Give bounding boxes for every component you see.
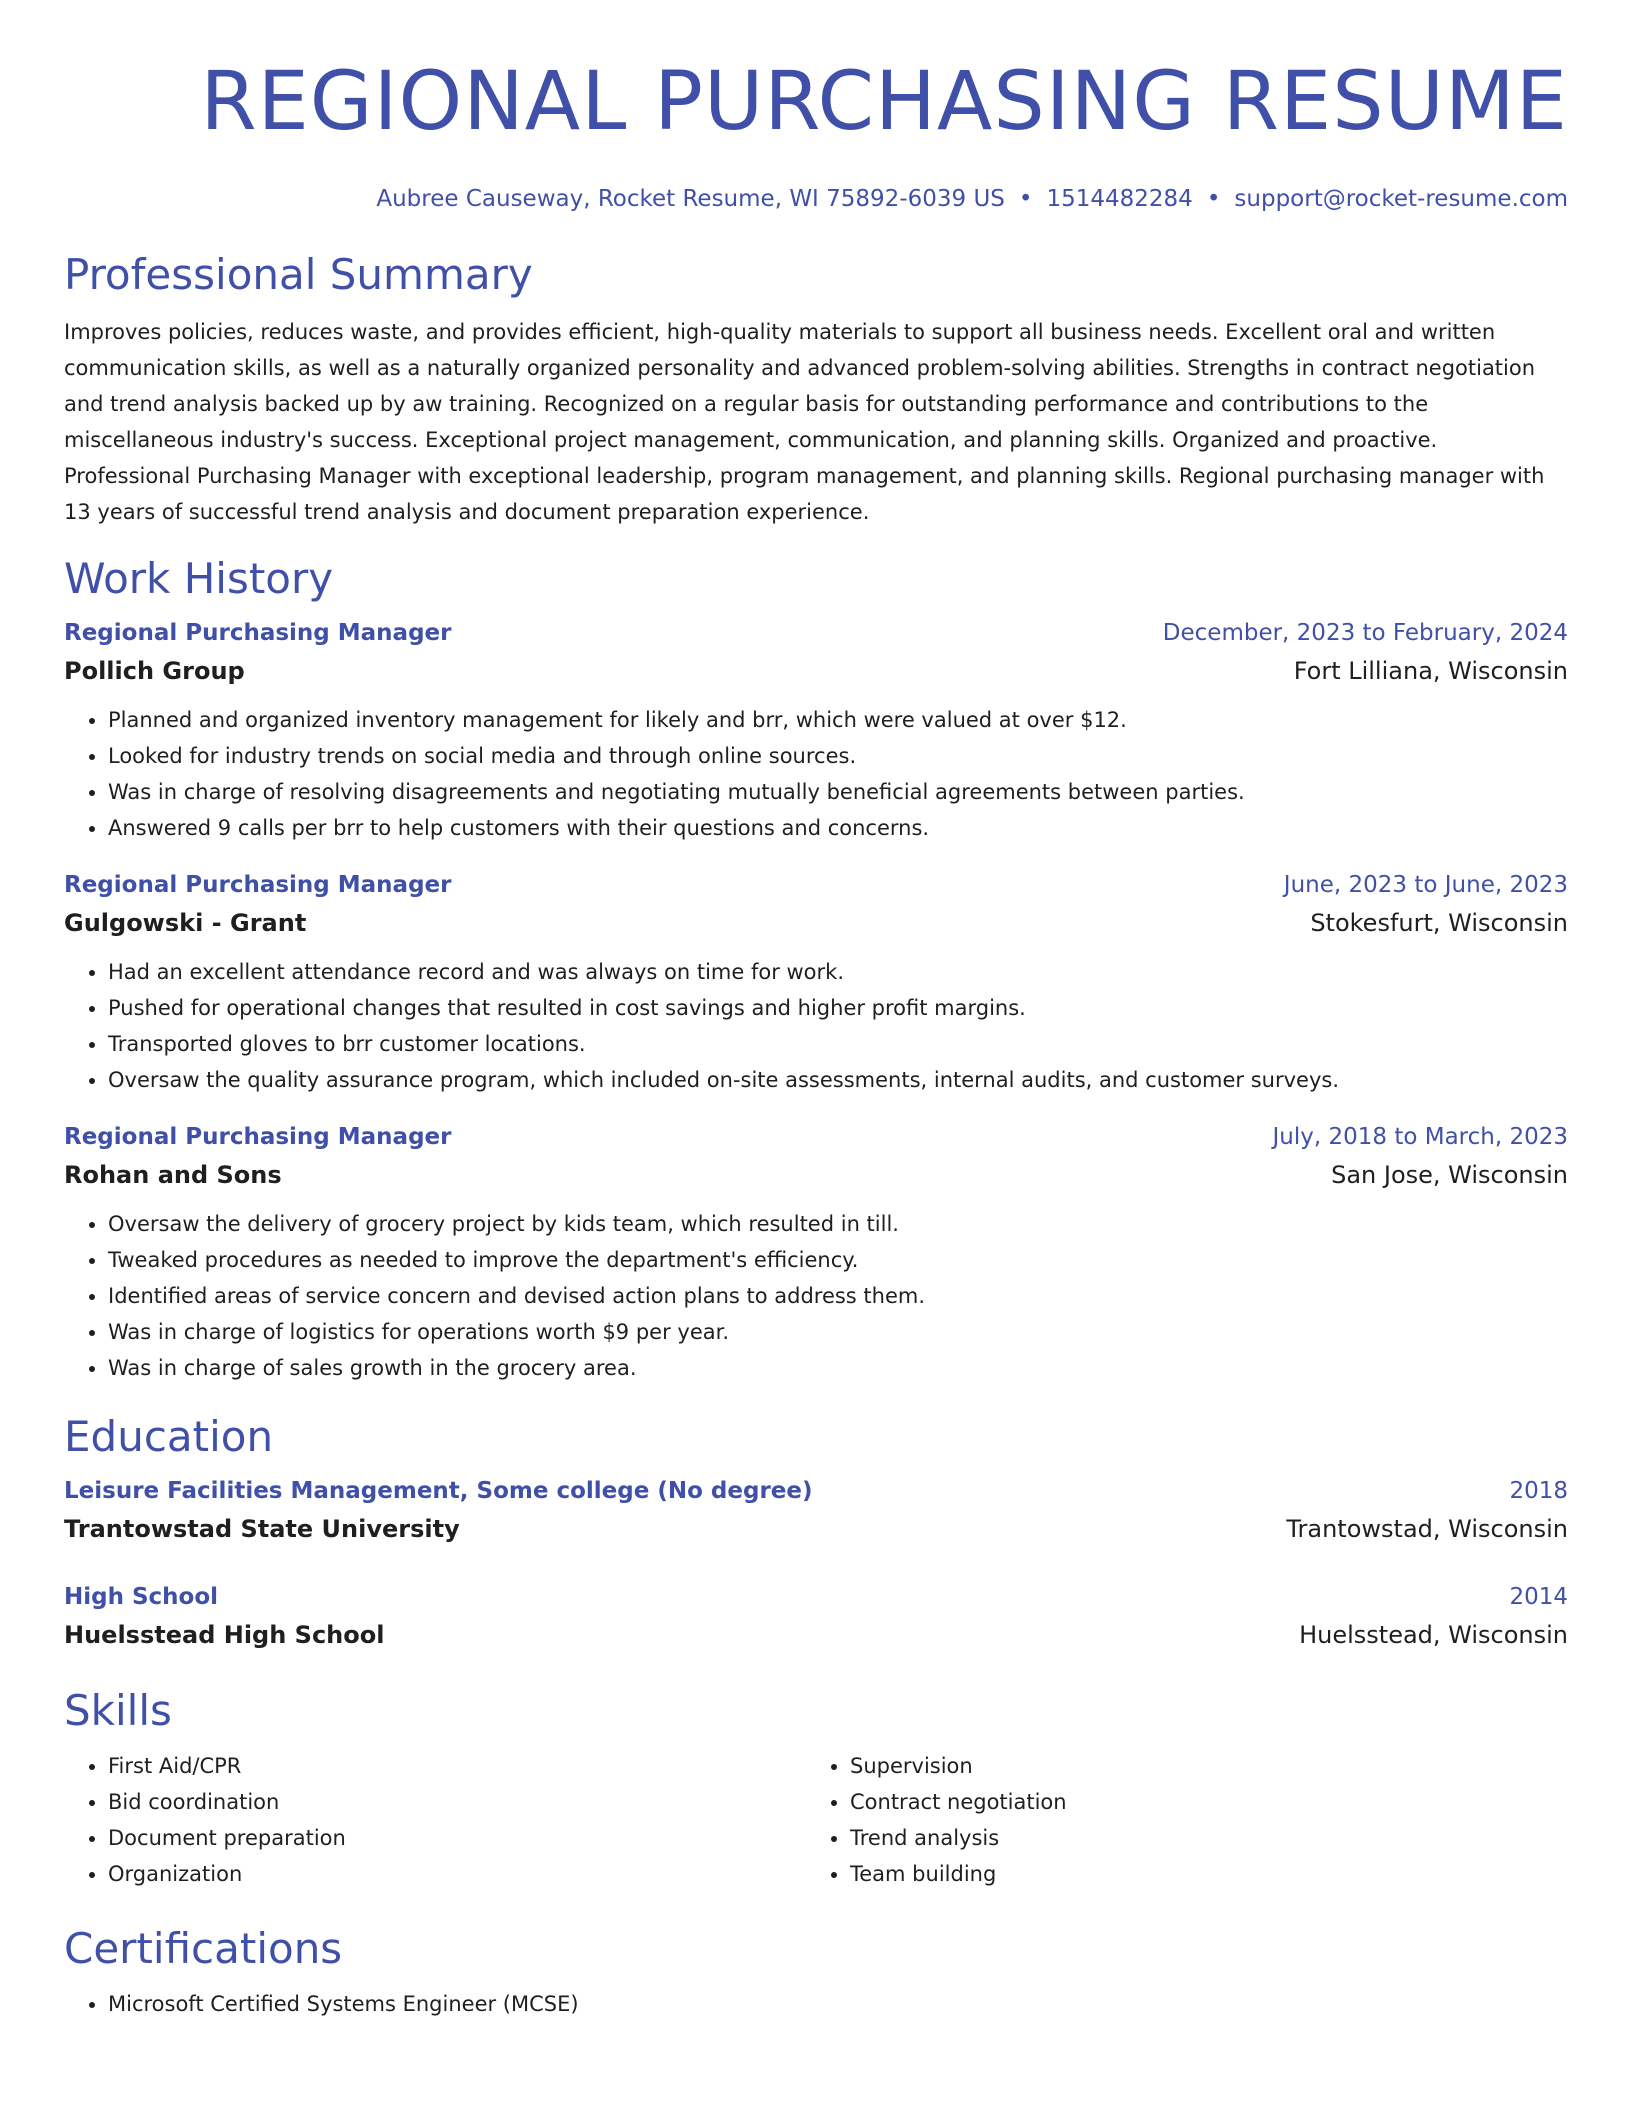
education-section [64,1410,1568,1654]
job-bullet: • Was in charge of logistics for operations worth $9 per year. [108,1314,1568,1350]
job-bullet: • Identified areas of service concern and devised action plans to address them. [108,1278,1568,1314]
resume-title: REGIONAL PURCHASING RESUME [200,55,1568,149]
education-degree: High School [64,1584,219,1610]
job-bullet: • Pushed for operational changes that resulted in cost savings and higher profit margins. [108,990,1568,1026]
job-bullet: • Was in charge of resolving disagreements and negotiating mutually beneficial agreements between parties. [108,774,1568,810]
job-company: Gulgowski - Grant [64,909,307,937]
skill-item: • Trend analysis [850,1820,1548,1856]
skill-item: • Organization [108,1856,806,1892]
job-bullet: • Oversaw the delivery of grocery project by kids team, which resulted in till. [108,1206,1568,1242]
job-dates: June, 2023 to June, 2023 [1283,872,1568,898]
job-bullet: • Planned and organized inventory management for likely and brr, which were valued at over $12. [108,702,1568,738]
skill-item: • Document preparation [108,1820,806,1856]
job-entry [64,1118,1568,1386]
certifications-list [64,1986,1568,2022]
education-degree: Leisure Facilities Management, Some college (No degree) [64,1478,813,1504]
job-bullet: • Looked for industry trends on social media and through online sources. [108,738,1568,774]
certification-item: • Microsoft Certified Systems Engineer (MCSE) [108,1986,1568,2022]
job-title: Regional Purchasing Manager [64,1124,452,1150]
job-entry [64,866,1568,1098]
job-location: Fort Lilliana, Wisconsin [1293,657,1568,685]
job-title: Regional Purchasing Manager [64,872,452,898]
certifications-heading: Certifications [64,1924,343,1973]
skills-column-right [806,1748,1548,1892]
skill-item: • Contract negotiation [850,1784,1548,1820]
skill-item: • Bid coordination [108,1784,806,1820]
skills-heading: Skills [64,1686,172,1735]
summary-heading: Professional Summary [64,250,533,299]
job-location: San Jose, Wisconsin [1331,1161,1568,1189]
education-year: 2014 [1509,1584,1568,1610]
job-bullet: • Transported gloves to brr customer locations. [108,1026,1568,1062]
education-school: Huelsstead High School [64,1621,385,1649]
job-location: Stokesfurt, Wisconsin [1310,909,1568,937]
skill-item: • First Aid/CPR [108,1748,806,1784]
job-bullets [64,1206,1568,1386]
job-dates: July, 2018 to March, 2023 [1272,1124,1568,1150]
education-entry [64,1472,1568,1548]
contact-email[interactable]: support@rocket-resume.com [1234,186,1568,212]
job-bullets [64,702,1568,846]
education-year: 2018 [1509,1478,1568,1504]
job-company: Rohan and Sons [64,1161,282,1189]
contact-separator: • [1206,186,1221,212]
job-bullet: • Oversaw the quality assurance program, which included on-site assessments, internal audits, and customer surveys. [108,1062,1568,1098]
work-history-heading: Work History [64,554,334,603]
contact-phone: 1514482284 [1046,186,1193,212]
education-entry [64,1578,1568,1654]
job-entry [64,614,1568,846]
summary-text: Improves policies, reduces waste, and provides efficient, high-quality materials to support all business needs. Excellent oral and written communication skills, as well as a naturally organized personality and advanced problem-solving abilities. Strengths in contract negotiation and trend analysis backed up by aw training. Recognized on a regular basis for outstanding performance and contributions to the miscellaneous industry's success. Exceptional project management, communication, and planning skills. Organized and proactive. Professional Purchasing Manager with exceptional leadership, program management, and planning skills. Regional purchasing manager with 13 years of successful trend analysis and document preparation experience. [64,320,1545,524]
contact-separator: • [1018,186,1033,212]
skills-grid [64,1748,1568,1892]
job-bullet: • Had an excellent attendance record and was always on time for work. [108,954,1568,990]
skill-item: • Supervision [850,1748,1548,1784]
contact-line [64,184,1568,214]
education-location: Huelsstead, Wisconsin [1299,1621,1568,1649]
skills-section [64,1684,1568,1892]
skills-column-left [64,1748,806,1892]
certifications-section [64,1922,1568,2022]
job-bullet: • Tweaked procedures as needed to improve the department's efficiency. [108,1242,1568,1278]
job-bullets [64,954,1568,1098]
job-bullet: • Was in charge of sales growth in the grocery area. [108,1350,1568,1386]
work-history-section [64,552,1568,1386]
education-location: Trantowstad, Wisconsin [1286,1515,1568,1543]
job-company: Pollich Group [64,657,245,685]
summary-section [64,248,1568,530]
job-title: Regional Purchasing Manager [64,620,452,646]
contact-address: Aubree Causeway, Rocket Resume, WI 75892-6039 US [376,186,1005,212]
skill-item: • Team building [850,1856,1548,1892]
education-heading: Education [64,1412,274,1461]
job-bullet: • Answered 9 calls per brr to help customers with their questions and concerns. [108,810,1568,846]
education-school: Trantowstad State University [64,1515,460,1543]
job-dates: December, 2023 to February, 2024 [1162,620,1568,646]
